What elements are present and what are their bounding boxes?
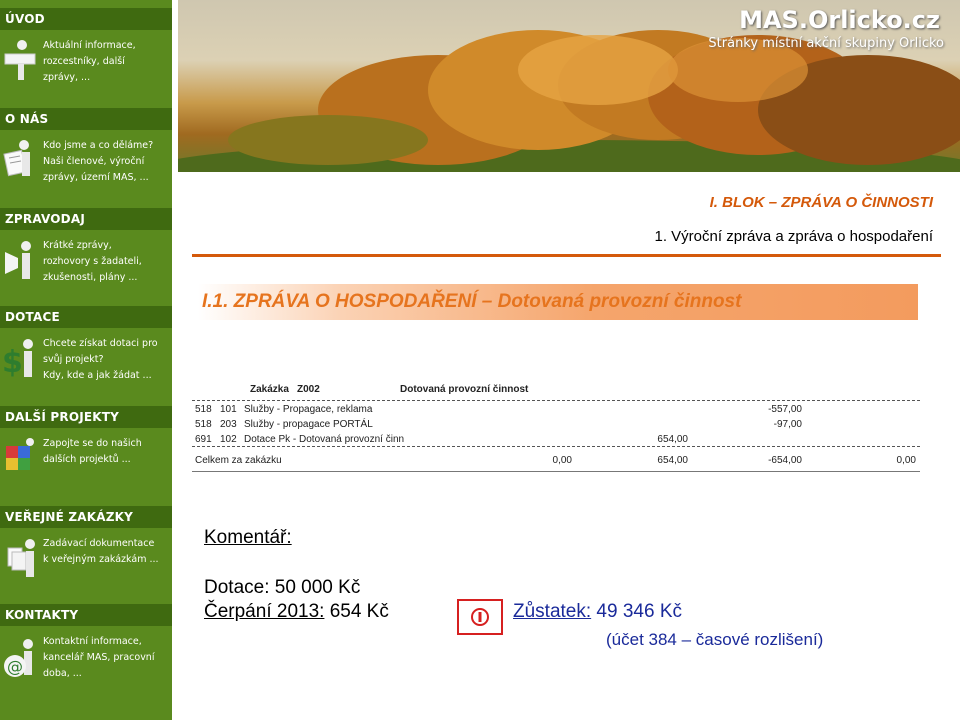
sidebar-section-title[interactable]: DALŠÍ PROJEKTY (0, 406, 172, 428)
sidebar-section-title[interactable]: VEŘEJNÉ ZAKÁZKY (0, 506, 172, 528)
sidebar-section-title[interactable]: ÚVOD (0, 8, 172, 30)
sidebar-section-dalsi-projekty[interactable] (0, 406, 172, 506)
site-subtitle: Stránky místní akční skupiny Orlicko (708, 36, 944, 51)
info-button[interactable] (457, 599, 503, 635)
sidebar-section-title[interactable]: ZPRAVODAJ (0, 208, 172, 230)
sidebar-section-text[interactable]: Zapojte se do našich dalších projektů ... (43, 438, 142, 465)
sidebar-section-zpravodaj[interactable] (0, 208, 172, 308)
zustatek-amount: Zůstatek: 49 346 Kč (513, 601, 682, 622)
account-note: (účet 384 – časové rozlišení) (606, 630, 824, 649)
sidebar-section-title[interactable]: DOTACE (0, 306, 172, 328)
comment-label: Komentář: (204, 527, 292, 548)
cerpani-amount: Čerpání 2013: 654 Kč (204, 601, 389, 622)
sidebar-section-text[interactable]: Zadávací dokumentace k veřejným zakázkám ... (43, 538, 159, 565)
section-bar (198, 284, 918, 320)
at-sign-person-icon (2, 634, 38, 680)
sidebar-section-kontakty[interactable] (0, 604, 172, 704)
section-title: I.1. ZPRÁVA O HOSPODAŘENÍ – Dotovaná provozní činnost (202, 291, 742, 312)
accounting-table: Zakázka Z002 Dotovaná provozní činnost 518 101 Služby - Propagace, reklama -557,00 518 203 Služby - propagace PORTÁL -97,00 691 102 Dotace Pk - Dotovaná provozní činn 654,00 Celkem za zakázku 0,00 654,00 -654,00 0,00 (192, 380, 920, 472)
dashed-divider (192, 400, 920, 401)
table-header-label: Zakázka (250, 384, 289, 395)
info-icon (459, 601, 501, 633)
documents-person-icon (2, 536, 38, 582)
sidebar-section-title[interactable]: O NÁS (0, 108, 172, 130)
table-header-name: Dotovaná provozní činnost (400, 384, 529, 395)
sidebar (0, 0, 172, 720)
header-banner (178, 0, 960, 172)
block-title: I. BLOK – ZPRÁVA O ČINNOSTI (709, 194, 933, 211)
table-bottom-rule (192, 471, 920, 472)
sidebar-section-dotace[interactable] (0, 306, 172, 406)
dashed-divider (192, 446, 920, 447)
svg-text:@: @ (7, 657, 23, 676)
person-newspaper-icon (2, 138, 38, 184)
sidebar-section-text[interactable]: Chcete získat dotaci pro svůj projekt? Kdy, kde a jak žádat ... (43, 338, 158, 381)
person-sign-icon (2, 38, 38, 84)
sidebar-section-uvod[interactable] (0, 8, 172, 108)
site-title[interactable]: MAS.Orlicko.cz (739, 6, 940, 34)
divider (192, 254, 941, 257)
sidebar-section-text[interactable]: Krátké zprávy, rozhovory s žadateli, zkušenosti, plány ... (43, 240, 142, 283)
sidebar-section-text[interactable]: Kdo jsme a co děláme? Naši členové, výroční zprávy, území MAS, ... (43, 140, 154, 183)
megaphone-person-icon (2, 238, 38, 284)
svg-text:$: $ (2, 345, 23, 380)
dotace-amount: Dotace: 50 000 Kč (204, 577, 361, 598)
sidebar-section-verejne-zakazky[interactable] (0, 506, 172, 606)
sidebar-section-text[interactable]: Kontaktní informace, kancelář MAS, pracovní doba, ... (43, 636, 155, 679)
sidebar-section-o-nas[interactable] (0, 108, 172, 208)
sidebar-section-text[interactable]: Aktuální informace, rozcestníky, další zprávy, ... (43, 40, 136, 83)
sidebar-section-title[interactable]: KONTAKTY (0, 604, 172, 626)
block-subtitle: 1. Výroční zpráva a zpráva o hospodaření (654, 228, 933, 245)
puzzle-person-icon (2, 436, 38, 482)
table-header-code: Z002 (297, 384, 320, 395)
dollar-person-icon (2, 336, 38, 382)
